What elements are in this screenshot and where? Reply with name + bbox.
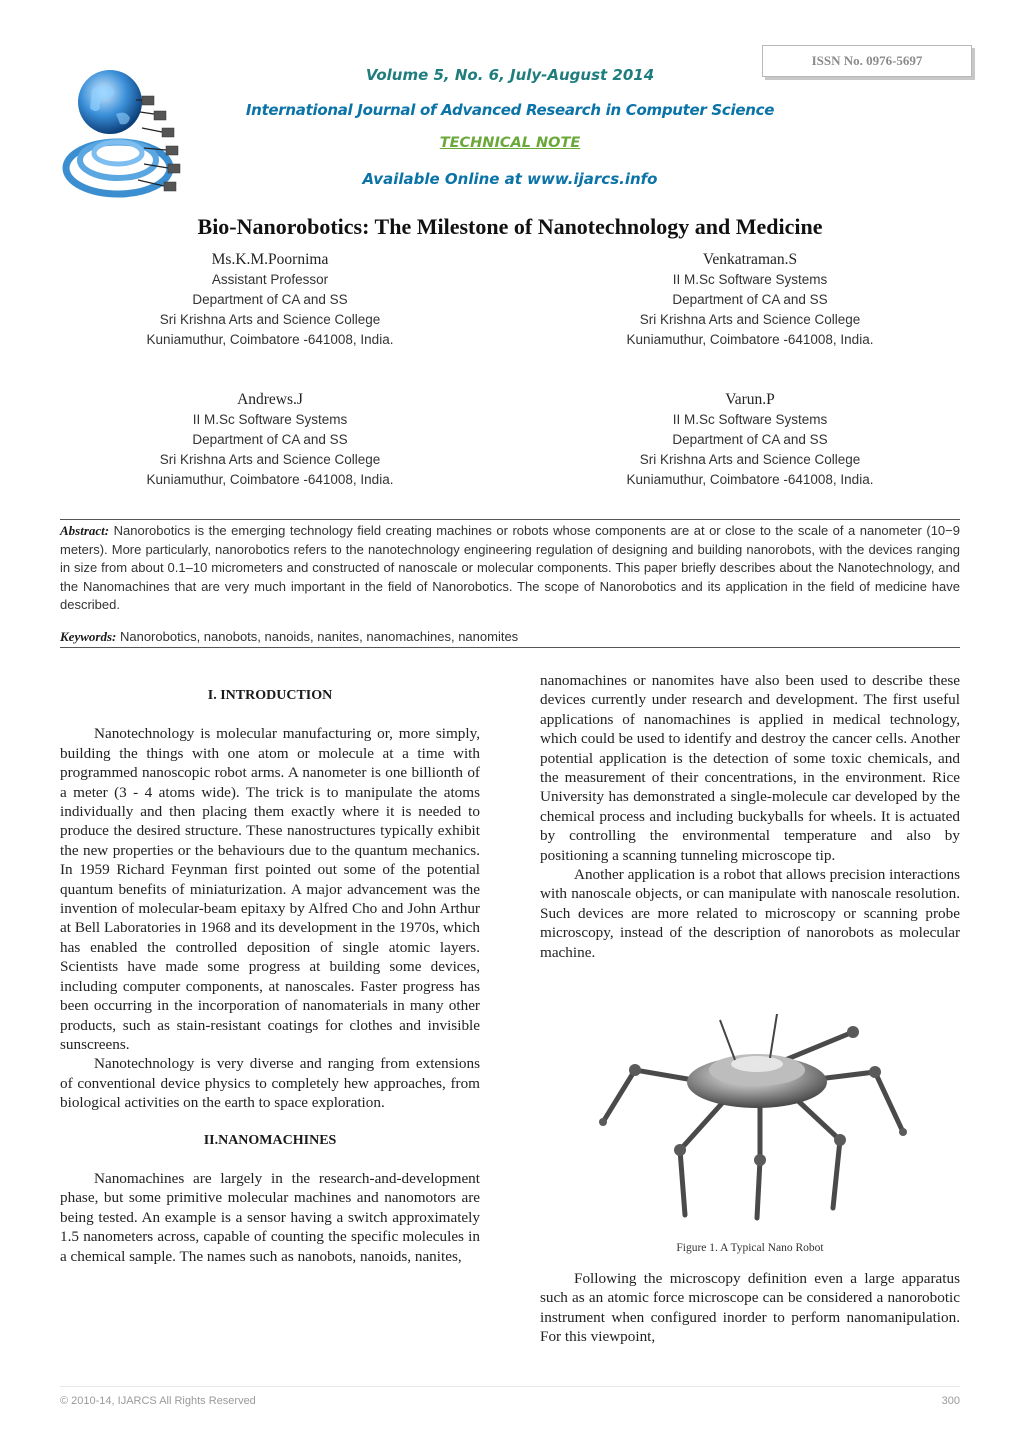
figure-caption: Figure 1. A Typical Nano Robot — [676, 1242, 824, 1254]
author-college: Sri Krishna Arts and Science College — [639, 452, 861, 467]
figure-nano-robot — [585, 1000, 925, 1232]
author-dept: Department of CA and SS — [192, 292, 348, 307]
note-type: TECHNICAL NOTE — [439, 135, 581, 151]
author-college: Sri Krishna Arts and Science College — [639, 312, 861, 327]
author-address: Kuniamuthur, Coimbatore -641008, India. — [626, 332, 874, 347]
author-college: Sri Krishna Arts and Science College — [159, 452, 381, 467]
author-dept: Department of CA and SS — [192, 432, 348, 447]
author-role: II M.Sc Software Systems — [672, 272, 828, 287]
right-paragraph-3: Following the microscopy definition even a large apparatus such as an atomic force microscope can be considered a nanorobotic instrument when configured inorder to perform nanomanipulation. For this viewpoint, — [540, 1270, 960, 1346]
abstract — [60, 522, 960, 615]
footer-rule — [60, 1386, 960, 1387]
section-heading-nanomachines: II.NANOMACHINES — [203, 1132, 337, 1148]
author-role: II M.Sc Software Systems — [192, 412, 348, 427]
keywords-text: Nanorobotics, nanobots, nanoids, nanites, nanomachines, nanomites — [119, 629, 519, 644]
author-address: Kuniamuthur, Coimbatore -641008, India. — [146, 332, 394, 347]
abstract-top-rule — [60, 519, 960, 520]
journal-name: International Journal of Advanced Research in Computer Science — [245, 101, 775, 119]
keywords — [60, 629, 960, 645]
right-paragraph-2: Another application is a robot that allows precision interactions with nanoscale objects, or can manipulate with nanoscale resolution. Such devices are more related to microscopy or scanning probe microscopy, instead of the description of nanorobots as molecular machine. — [540, 866, 960, 961]
footer-page-number: 300 — [941, 1395, 960, 1407]
author-address: Kuniamuthur, Coimbatore -641008, India. — [146, 472, 394, 487]
keywords-label: Keywords: — [60, 629, 117, 644]
right-column-top — [540, 671, 960, 962]
author-block — [550, 250, 950, 350]
nanomachines-paragraph-1: Nanomachines are largely in the research-and-development phase, but some primitive molecular machines and nanomotors are being tested. An example is a sensor having a switch approximately 1.5 nanometers across, capable of counting the specific molecules in a chemical sample. The names such as nanobots, nanoids, nanites, — [60, 1169, 480, 1265]
right-column-bottom — [540, 1269, 960, 1347]
keywords-bottom-rule — [60, 647, 960, 648]
globe-network-icon — [58, 56, 198, 204]
footer-copyright: © 2010-14, IJARCS All Rights Reserved — [60, 1395, 256, 1407]
author-name: Varun.P — [725, 391, 775, 408]
author-address: Kuniamuthur, Coimbatore -641008, India. — [626, 472, 874, 487]
issn-label: ISSN No. 0976-5697 — [811, 53, 923, 68]
nano-robot-illustration — [585, 1000, 925, 1232]
section-heading-introduction: I. INTRODUCTION — [207, 688, 333, 703]
author-block — [70, 250, 470, 350]
author-block — [550, 390, 950, 490]
author-name: Ms.K.M.Poornima — [211, 251, 329, 268]
intro-paragraph-1: Nanotechnology is molecular manufacturing or, more simply, building the things with one atom or molecule at a time with programmed nanoscopic robot arms. A nanometer is one billionth of a meter (3 - 4 atoms wide). The trick is to manipulate the atoms individually and then placing them exactly where it is needed to produce the desired structure. These nanostructures typically exhibit the new properties or the behaviours due to the quantum mechanics. In 1959 Richard Feynman first pointed out some of the potential quantum benefits of miniaturization. A major advancement was the invention of molecular-beam epitaxy by Alfred Cho and John Arthur at Bell Laboratories in 1968 and its development in the 1970s, which has enabled the controlled deposition of single atomic layers. Scientists have made some progress at building some devices, including computer components, at nanoscales. Faster progress has been occurring in the incorporation of nanomaterials in many other products, such as stain-resistant coatings for clothes and invisible sunscreens. — [60, 725, 480, 1053]
author-name: Venkatraman.S — [702, 251, 798, 268]
author-name: Andrews.J — [237, 391, 303, 408]
left-column — [60, 686, 480, 1266]
abstract-text: Nanorobotics is the emerging technology field creating machines or robots whose components are at or close to the scale of a nanometer (10−9 meters). More particularly, nanorobotics refers to the nanotechnology engineering regulation of designing and building nanorobots, with the devices ranging in size from about 0.1–10 micrometers and constructed of nanoscale or molecular components. This paper briefly describes about the Nanotechnology, and the Nanomachines that are very much important in the field of Nanorobotics. The scope of Nanorobotics and its application in the field of medicine have described. — [60, 523, 960, 612]
author-dept: Department of CA and SS — [672, 292, 828, 307]
author-role: II M.Sc Software Systems — [672, 412, 828, 427]
abstract-label: Abstract: — [60, 523, 110, 538]
author-block — [70, 390, 470, 490]
right-paragraph-1: nanomachines or nanomites have also been used to describe these devices currently under research and development. The first useful applications of nanomachines is applied in medical technology, which could be used to identify and destroy the cancer cells. Another potential application is the detection of some toxic chemicals, and the measurement of their concentrations, in the environment. Rice University has demonstrated a single-molecule car developed by the chemical process and including buckyballs for wheels. It is actuated by controlling the environmental temperature and also by positioning a scanning tunneling microscope tip. — [540, 672, 960, 864]
paper-title: Bio-Nanorobotics: The Milestone of Nanotechnology and Medicine — [197, 214, 823, 239]
author-college: Sri Krishna Arts and Science College — [159, 312, 381, 327]
author-role: Assistant Professor — [211, 272, 329, 287]
journal-logo — [58, 56, 198, 204]
volume-line: Volume 5, No. 6, July-August 2014 — [365, 66, 655, 84]
author-dept: Department of CA and SS — [672, 432, 828, 447]
availability-line: Available Online at www.ijarcs.info — [362, 170, 658, 188]
intro-paragraph-2: Nanotechnology is very diverse and ranging from extensions of conventional device physics to completely hew approaches, from biological activities on the earth to space exploration. — [60, 1055, 480, 1112]
